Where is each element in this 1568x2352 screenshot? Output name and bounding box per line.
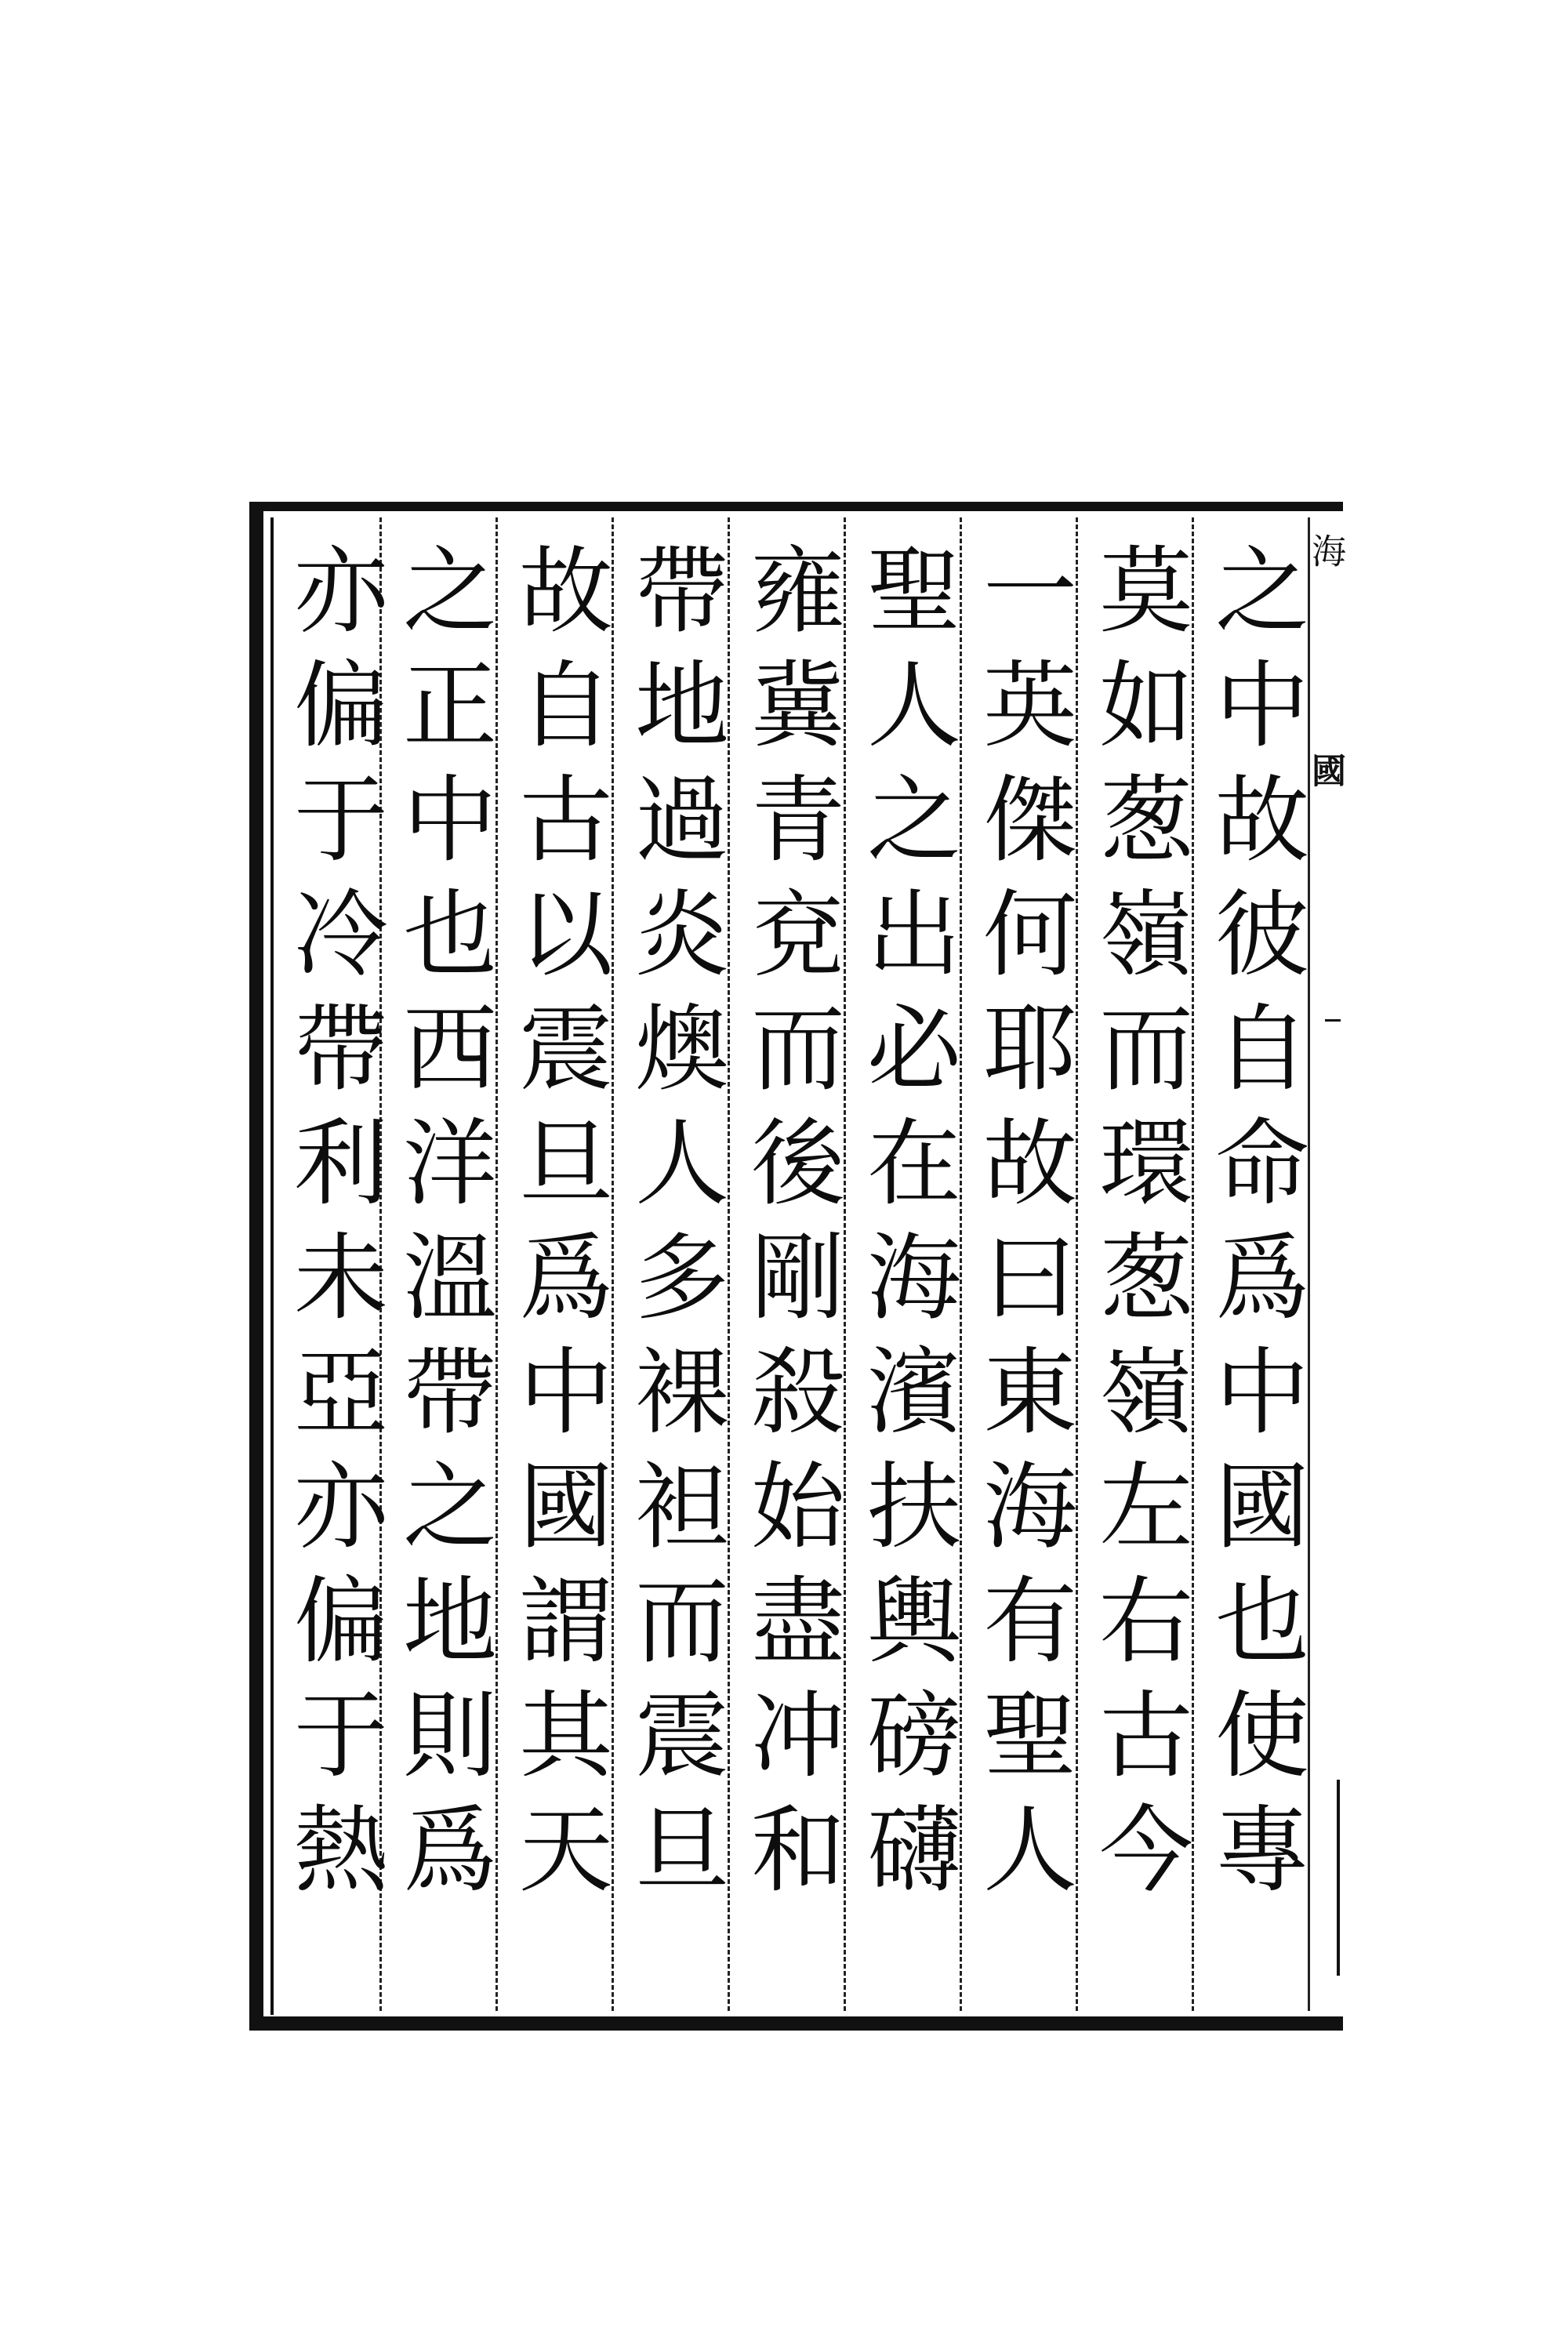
text-column-8: 之正中也西洋溫帶之地則爲	[387, 541, 496, 1915]
margin-glyph-mid: 國	[1305, 753, 1345, 787]
margin-bar	[1337, 1780, 1340, 1976]
text-column-1: 之中故彼自命爲中國也使專	[1200, 541, 1308, 1915]
text-column-4: 聖人之出必在海濱扶輿磅礴	[851, 541, 960, 1915]
text-column-3: 一英傑何耶故曰東海有聖人	[967, 541, 1076, 1915]
text-column-6: 帶地過炎燠人多裸袒而震旦	[619, 541, 728, 1915]
text-column-5: 雍冀青兗而後剛殺始盡冲和	[735, 541, 844, 1915]
inner-border-rule	[270, 517, 274, 2015]
text-column-7: 故自古以震旦爲中國謂其天	[503, 541, 612, 1915]
text-column-2: 莫如葱嶺而環葱嶺左右古今	[1083, 541, 1192, 1915]
margin-tick	[1325, 1019, 1341, 1022]
margin-glyph-top: 海	[1305, 533, 1345, 568]
text-column-9: 亦偏于冷帶利未亞亦偏于熱	[278, 541, 387, 1915]
